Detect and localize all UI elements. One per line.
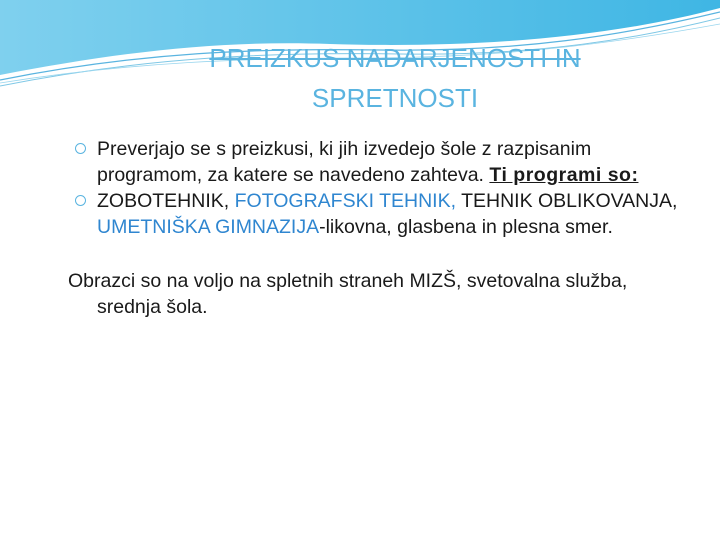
bullet-item-1 [68,136,688,188]
info-paragraph: Obrazci so na voljo na spletnih straneh MIZŠ, svetovalna služba, srednja šola. [68,270,628,318]
bullet-2-part2: FOTOGRAFSKI TEHNIK, [234,190,457,212]
bullet-1-text: Preverjajo se s preizkusi, ki jih izvedejo šole z razpisanim programom, za katere se navedeno zahteva. [97,138,592,186]
bullet-2-part5: -likovna, glasbena in plesna smer. [319,216,613,238]
slide-content [68,136,688,340]
title-line-2: SPRETNOSTI [311,83,479,113]
bullet-2-part3: TEHNIK OBLIKOVANJA, [456,190,678,212]
title-line-1: PREIZKUS NADARJENOSTI IN [209,43,581,73]
bullet-1-underlined: Ti programi so: [489,164,639,186]
bullet-item-2 [68,188,688,240]
slide-title [90,38,700,118]
circle-bullet-icon [75,143,86,154]
bullet-2-part1: ZOBOTEHNIK, [97,190,235,212]
circle-bullet-icon [75,195,86,206]
bullet-2-part4: UMETNIŠKA GIMNAZIJA [97,216,320,238]
